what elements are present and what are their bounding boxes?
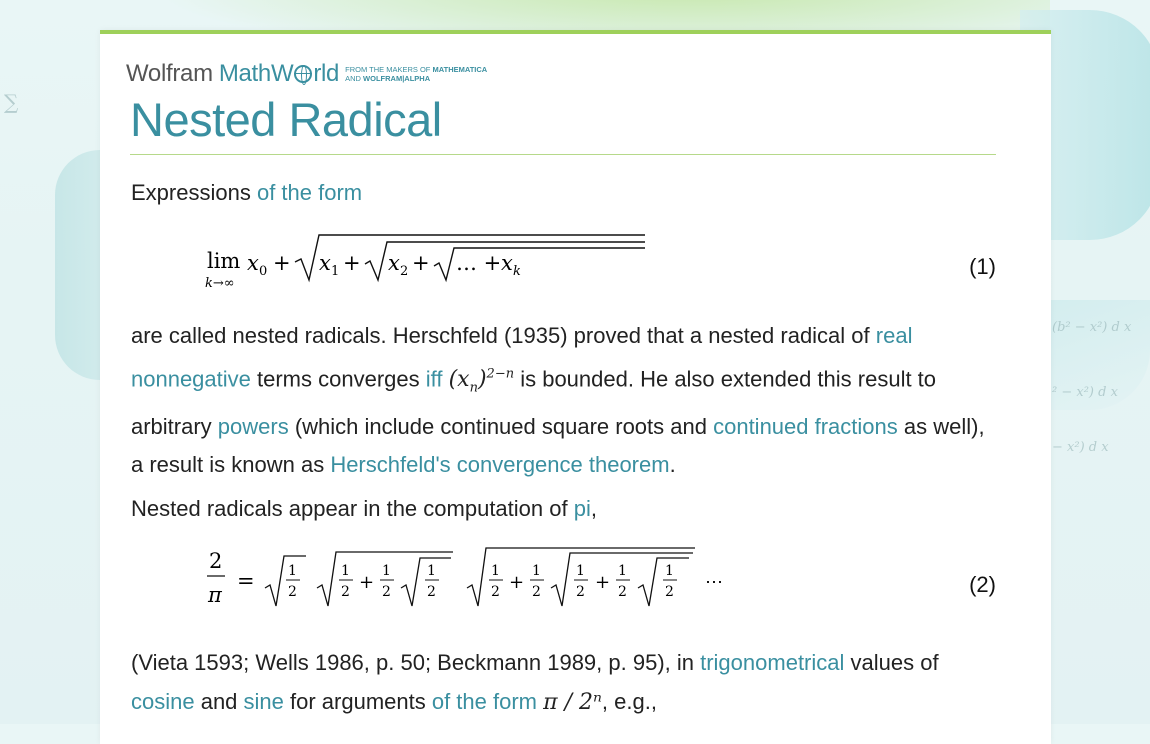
svg-text:+: + <box>595 572 611 593</box>
svg-text:1: 1 <box>618 563 627 579</box>
tagline-line2: AND <box>345 74 361 83</box>
background-formula-dx2: ² − x²) d x <box>1052 385 1118 400</box>
p3-tail: , <box>590 496 597 521</box>
link-continued-fractions[interactable]: continued fractions <box>713 413 898 439</box>
page-title: Nested Radical <box>130 93 442 146</box>
logo-mathworld-tail: rld <box>313 60 340 87</box>
paragraph-pi <box>131 490 1001 529</box>
svg-text:2: 2 <box>209 549 223 573</box>
svg-text:1: 1 <box>665 563 674 579</box>
svg-text:+: + <box>273 251 291 275</box>
svg-text:0: 0 <box>259 264 268 279</box>
equation-1-number: (1) <box>969 254 996 279</box>
svg-text:k: k <box>513 264 521 279</box>
svg-text:2: 2 <box>532 584 541 600</box>
svg-text:k→∞: k→∞ <box>205 276 235 291</box>
p2-text-3: is bounded. He also extended this result to arbitrary <box>131 365 937 439</box>
background-formula-dx: (b² − x²) d x <box>1052 320 1132 335</box>
svg-text:2: 2 <box>400 264 409 279</box>
link-cosine[interactable]: cosine <box>131 688 195 714</box>
link-of-the-form[interactable]: of the form <box>256 180 363 205</box>
link-herschfeld-theorem[interactable]: Herschfeld's convergence theorem <box>330 452 670 478</box>
svg-text:+: + <box>412 251 430 275</box>
svg-text:1: 1 <box>341 563 350 579</box>
background-formula-sum: ∑ <box>4 90 19 114</box>
equation-2 <box>205 542 745 620</box>
title-divider <box>130 154 996 155</box>
svg-text:1: 1 <box>331 264 340 279</box>
tagline-line1-bold: MATHEMATICA <box>432 65 488 74</box>
article-card <box>100 30 1051 744</box>
svg-text:2: 2 <box>491 584 500 600</box>
equation-2-number: (2) <box>969 572 996 597</box>
p2-text-1: are called nested radicals. Herschfeld (1935) proved that a nested radical of <box>131 323 876 348</box>
link-sine[interactable]: sine <box>243 688 284 714</box>
svg-text:2: 2 <box>618 584 627 600</box>
p2-text-6: . <box>669 452 676 478</box>
p4-text-2: values of <box>844 650 939 675</box>
link-pi[interactable]: pi <box>573 496 591 521</box>
link-powers[interactable]: powers <box>217 413 289 439</box>
p3-text: Nested radicals appear in the computation of <box>131 496 574 521</box>
equation-1-graphic <box>205 230 645 300</box>
link-iff[interactable]: iff <box>425 365 443 391</box>
p2-text-2: terms converges <box>250 365 426 391</box>
svg-text:2: 2 <box>427 584 436 600</box>
svg-text:2: 2 <box>382 584 391 600</box>
svg-text:x: x <box>247 251 259 275</box>
p4-text-5: , e.g., <box>601 688 657 714</box>
link-nonnegative[interactable]: nonnegative <box>131 365 251 391</box>
tagline-line1: FROM THE MAKERS OF <box>345 65 431 74</box>
svg-text:1: 1 <box>427 563 436 579</box>
mathworld-logo[interactable] <box>126 61 487 87</box>
logo-tagline <box>345 65 487 83</box>
logo-mathworld-head: MathW <box>218 60 294 87</box>
svg-text:x: x <box>319 251 331 275</box>
p4-text-4: for arguments <box>283 688 432 714</box>
svg-text:⋯: ⋯ <box>705 572 723 593</box>
equation-1 <box>205 230 645 300</box>
svg-text:1: 1 <box>288 563 297 579</box>
svg-text:π: π <box>208 583 222 607</box>
equation-2-graphic <box>205 542 745 620</box>
svg-text:lim: lim <box>207 249 241 273</box>
link-of-the-form-2[interactable]: of the form <box>431 688 537 714</box>
svg-text:1: 1 <box>491 563 500 579</box>
svg-text:x: x <box>501 251 513 275</box>
svg-text:2: 2 <box>341 584 350 600</box>
svg-text:x: x <box>388 251 400 275</box>
p4-text-1: (Vieta 1593; Wells 1986, p. 50; Beckmann 1989, p. 95), in <box>131 650 701 675</box>
inline-math-xn: $(x_n)^{2-n}$ <box>448 366 515 396</box>
paragraph-herschfeld <box>131 317 1001 485</box>
paragraph-intro <box>131 174 1001 213</box>
globe-icon <box>294 65 312 83</box>
tagline-line2-bold: WOLFRAM|ALPHA <box>363 74 431 83</box>
p2-text-4: (which include continued square roots and <box>288 413 714 439</box>
intro-text: Expressions <box>131 180 257 205</box>
svg-text:1: 1 <box>532 563 541 579</box>
svg-text:… +: … + <box>456 251 502 275</box>
inline-math-pi-over-2n: π / 2ⁿ <box>543 689 602 715</box>
svg-text:2: 2 <box>665 584 674 600</box>
p2-text-5: as well), a result is known as <box>131 413 985 478</box>
svg-text:2: 2 <box>576 584 585 600</box>
background-formula-dx3: − x²) d x <box>1052 440 1109 455</box>
svg-text:2: 2 <box>288 584 297 600</box>
paragraph-vieta <box>131 644 1001 722</box>
logo-wolfram-text: Wolfram <box>126 60 213 87</box>
svg-text:+: + <box>359 572 375 593</box>
svg-text:+: + <box>343 251 361 275</box>
svg-text:+: + <box>509 572 525 593</box>
logo-mathworld-text <box>219 60 339 88</box>
svg-text:1: 1 <box>382 563 391 579</box>
svg-text:=: = <box>237 569 255 593</box>
link-real[interactable]: real <box>875 323 913 348</box>
svg-text:1: 1 <box>576 563 585 579</box>
p4-text-3: and <box>194 688 244 714</box>
link-trigonometrical[interactable]: trigonometrical <box>700 650 845 675</box>
